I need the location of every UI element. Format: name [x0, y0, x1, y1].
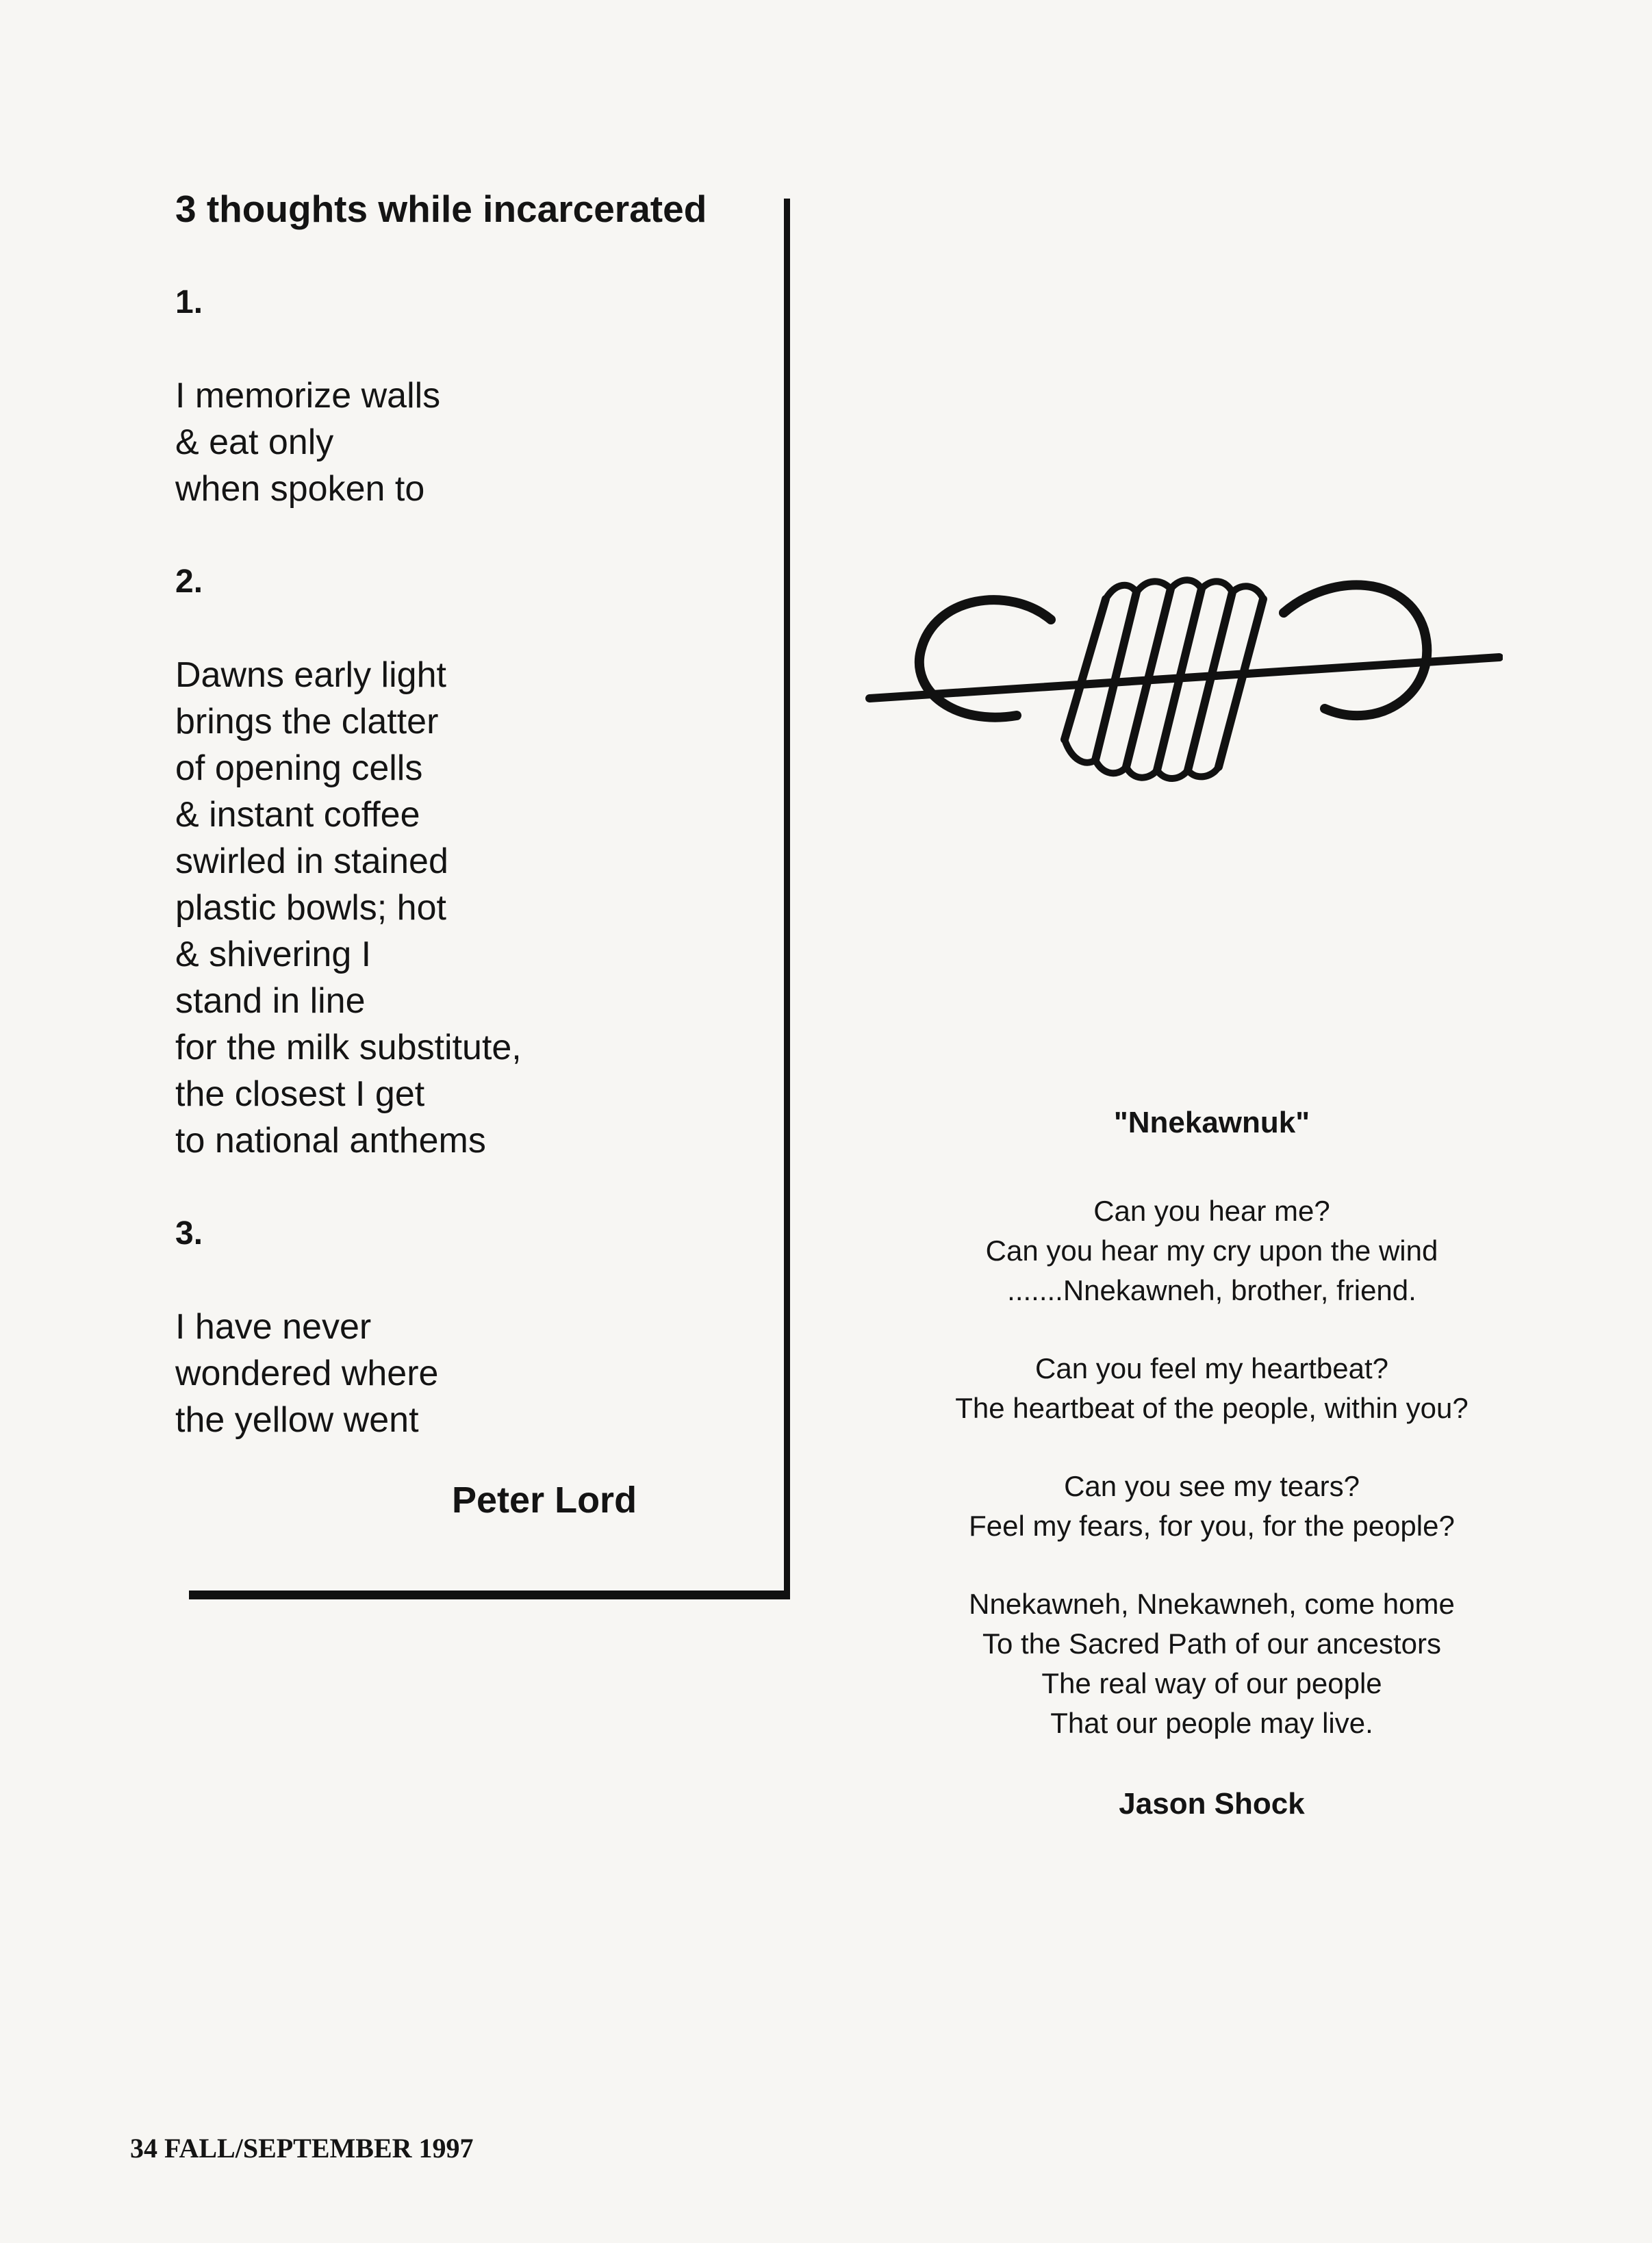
- stanza-1: [883, 1191, 1540, 1310]
- stanza-3: [883, 1467, 1540, 1546]
- poem-line: & instant coffee: [175, 795, 420, 835]
- poem-line: Nnekawneh, Nnekawneh, come home: [969, 1588, 1455, 1620]
- poem-line: Can you see my tears?: [1064, 1470, 1360, 1502]
- poem-line: The heartbeat of the people, within you?: [955, 1392, 1469, 1424]
- section-number: 3.: [175, 1215, 203, 1252]
- right-poem: [883, 1102, 1540, 1821]
- stanza-4: [883, 1584, 1540, 1743]
- poem-line: swirled in stained: [175, 841, 448, 881]
- poem-line: Can you hear my cry upon the wind: [985, 1234, 1438, 1267]
- poem-line: Can you hear me?: [1093, 1195, 1330, 1227]
- border-horizontal-line: [189, 1591, 790, 1599]
- poem-line: That our people may live.: [1050, 1707, 1373, 1739]
- border-vertical-line: [784, 199, 790, 1599]
- poem-line: The real way of our people: [1041, 1667, 1382, 1699]
- poem-title: 3 thoughts while incarcerated: [175, 188, 707, 230]
- section-number: 2.: [175, 563, 203, 600]
- stanza-2: [883, 1349, 1540, 1428]
- page-footer: 34 FALL/SEPTEMBER 1997: [130, 2133, 474, 2164]
- poem-section-2: [175, 559, 778, 1164]
- poem-line: Feel my fears, for you, for the people?: [969, 1510, 1455, 1542]
- poem-line: I memorize walls: [175, 376, 441, 416]
- poem-line: to national anthems: [175, 1121, 486, 1161]
- poem-line: brings the clatter: [175, 702, 439, 742]
- poem-line: & shivering I: [175, 935, 372, 974]
- poem-line: the closest I get: [175, 1074, 425, 1114]
- poem-line: for the milk substitute,: [175, 1028, 522, 1067]
- poem-line: I have never: [175, 1307, 372, 1347]
- spiral-symbol-icon: [859, 534, 1503, 842]
- poem-line: of opening cells: [175, 748, 423, 788]
- poem-line: plastic bowls; hot: [175, 888, 446, 928]
- poem-line: Can you feel my heartbeat?: [1035, 1352, 1388, 1384]
- poem-line: & eat only: [175, 422, 334, 462]
- right-poem-title: "Nnekawnuk": [1113, 1106, 1310, 1139]
- poem-section-3: [175, 1211, 778, 1443]
- right-poem-author: Jason Shock: [1119, 1787, 1305, 1821]
- poem-line: when spoken to: [175, 469, 425, 509]
- poem-line: Dawns early light: [175, 655, 446, 695]
- poem-line: stand in line: [175, 981, 366, 1021]
- poem-line: .......Nnekawneh, brother, friend.: [1007, 1274, 1416, 1306]
- left-poem-author: Peter Lord: [452, 1480, 637, 1521]
- left-poem: [175, 185, 778, 1443]
- poem-line: To the Sacred Path of our ancestors: [982, 1627, 1442, 1660]
- poem-line: wondered where: [175, 1354, 439, 1393]
- poem-line: the yellow went: [175, 1400, 419, 1440]
- poem-section-1: [175, 279, 778, 512]
- section-number: 1.: [175, 284, 203, 320]
